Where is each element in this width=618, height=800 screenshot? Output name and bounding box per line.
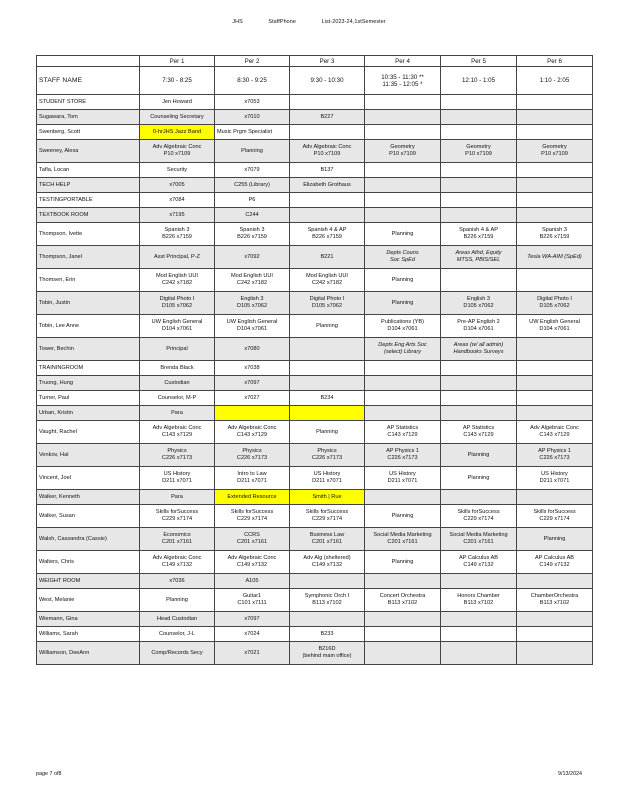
- schedule-cell: Symphonic Orch I B113 x7102: [290, 589, 365, 612]
- schedule-cell: [441, 95, 517, 110]
- schedule-cell: Digital Photo I D105 x7062: [517, 292, 593, 315]
- schedule-cell: [290, 612, 365, 627]
- schedule-cell: [517, 391, 593, 406]
- schedule-cell: Adv Algebraic Conc C143 x7129: [517, 421, 593, 444]
- schedule-cell: [290, 361, 365, 376]
- staff-name: West, Melanie: [37, 589, 140, 612]
- staff-name: Swenberg, Scott: [37, 125, 140, 140]
- schedule-cell: Social Media Marketing C201 x7161: [441, 528, 517, 551]
- table-row: [37, 95, 593, 110]
- schedule-cell: [290, 338, 365, 361]
- table-row: [37, 223, 593, 246]
- table-row: [37, 110, 593, 125]
- period-label: Per 4: [365, 56, 441, 67]
- schedule-cell: Planning: [365, 269, 441, 292]
- schedule-cell: [517, 574, 593, 589]
- schedule-cell: C244: [215, 208, 290, 223]
- schedule-cell: x7097: [215, 612, 290, 627]
- schedule-cell: x7079: [215, 163, 290, 178]
- schedule-cell: [290, 376, 365, 391]
- schedule-cell: AP Physics 1 C226 x7173: [365, 444, 441, 467]
- staff-name: Venkov, Hal: [37, 444, 140, 467]
- schedule-cell: Head Custodian: [140, 612, 215, 627]
- schedule-cell: US History D211 x7071: [365, 467, 441, 490]
- schedule-cell: [517, 269, 593, 292]
- document-title: StaffPhone: [268, 19, 296, 25]
- schedule-cell: Concert Orchestra B113 x7102: [365, 589, 441, 612]
- table-row: [37, 490, 593, 505]
- schedule-cell: Physics C226 x7173: [140, 444, 215, 467]
- schedule-cell: Skills forSuccess C229 x7174: [441, 505, 517, 528]
- schedule-cell: Adv Algebraic Conc C149 x7132: [140, 551, 215, 574]
- staff-name: TECH HELP: [37, 178, 140, 193]
- schedule-cell: Digital Photo I D105 x7062: [290, 292, 365, 315]
- staff-name: Williamson, DeeAnn: [37, 642, 140, 665]
- staff-name: Vaught, Rachel: [37, 421, 140, 444]
- period-label: Per 6: [517, 56, 593, 67]
- schedule-cell: [365, 125, 441, 140]
- schedule-cell: [290, 208, 365, 223]
- schedule-cell: [365, 612, 441, 627]
- schedule-cell: x7010: [215, 110, 290, 125]
- period-label: Per 1: [140, 56, 215, 67]
- schedule-cell: Planning: [215, 140, 290, 163]
- schedule-cell: P6: [215, 193, 290, 208]
- staff-name: Thomsen, Erin: [37, 269, 140, 292]
- period-label: Per 5: [441, 56, 517, 67]
- schedule-cell: Guitar1 C101 x7111: [215, 589, 290, 612]
- schedule-cell: Mod English UUI C242 x7182: [140, 269, 215, 292]
- list-name: List-2023-24,1stSemester: [321, 19, 386, 25]
- staff-name: Wiemann, Gina: [37, 612, 140, 627]
- schedule-cell: [365, 406, 441, 421]
- staff-name-header: STAFF NAME: [37, 67, 140, 95]
- schedule-cell: [365, 110, 441, 125]
- schedule-cell: Tesla WA-AIM (SpEd): [517, 246, 593, 269]
- schedule-cell: C255 (Library): [215, 178, 290, 193]
- staff-name: Tower, Bechin: [37, 338, 140, 361]
- staff-name: Sugawara, Tom: [37, 110, 140, 125]
- schedule-cell: ChamberOrchestra B113 x7102: [517, 589, 593, 612]
- schedule-cell: x7005: [140, 178, 215, 193]
- schedule-cell: UW English General D104 x7061: [517, 315, 593, 338]
- schedule-cell: [441, 627, 517, 642]
- table-row: [37, 193, 593, 208]
- staff-name: Walters, Chris: [37, 551, 140, 574]
- schedule-cell: [441, 125, 517, 140]
- schedule-cell: x7084: [140, 193, 215, 208]
- table-row: [37, 627, 593, 642]
- schedule-cell: Pre-AP English 2 D104 x7061: [441, 315, 517, 338]
- schedule-cell: Areas (w/ all admin) Handbooks Surveys: [441, 338, 517, 361]
- schedule-cell: [290, 574, 365, 589]
- schedule-cell: [290, 95, 365, 110]
- schedule-cell: [290, 406, 365, 421]
- table-row: [37, 505, 593, 528]
- staff-name: TESTINGPORTABLE: [37, 193, 140, 208]
- schedule-body: [37, 95, 593, 665]
- table-row: [37, 444, 593, 467]
- schedule-cell: [365, 178, 441, 193]
- schedule-cell: Security: [140, 163, 215, 178]
- staff-name: Tobin, Lee Anne: [37, 315, 140, 338]
- schedule-cell: [365, 574, 441, 589]
- schedule-cell: Mod English UUI C242 x7182: [215, 269, 290, 292]
- schedule-cell: Planning: [290, 315, 365, 338]
- schedule-cell: x7021: [215, 642, 290, 665]
- schedule-cell: US History D211 x7071: [140, 467, 215, 490]
- table-row: [37, 338, 593, 361]
- schedule-cell: [517, 208, 593, 223]
- staff-name: Tobin, Justin: [37, 292, 140, 315]
- schedule-cell: Honors Chamber B113 x7102: [441, 589, 517, 612]
- staff-name: Turner, Paul: [37, 391, 140, 406]
- schedule-cell: Depts Couns Soc SpEd: [365, 246, 441, 269]
- schedule-cell: Planning: [517, 528, 593, 551]
- table-row: [37, 574, 593, 589]
- schedule-cell: Para: [140, 490, 215, 505]
- staff-name: Williams, Sarah: [37, 627, 140, 642]
- schedule-cell: Physics C226 x7173: [215, 444, 290, 467]
- staff-name: STUDENT STORE: [37, 95, 140, 110]
- schedule-cell: x7097: [215, 376, 290, 391]
- schedule-cell: Comp/Records Secy: [140, 642, 215, 665]
- schedule-cell: Social Media Marketing C201 x7161: [365, 528, 441, 551]
- schedule-cell: Planning: [140, 589, 215, 612]
- schedule-cell: [365, 163, 441, 178]
- schedule-cell: Jen Howard: [140, 95, 215, 110]
- schedule-cell: Elizabeth Grothaus: [290, 178, 365, 193]
- schedule-cell: Adv Algebraic Conc C143 x7129: [140, 421, 215, 444]
- schedule-cell: x7080: [215, 338, 290, 361]
- schedule-cell: Brenda Black: [140, 361, 215, 376]
- schedule-cell: US History D211 x7071: [517, 467, 593, 490]
- staff-name: Sweeney, Alexa: [37, 140, 140, 163]
- schedule-cell: [441, 178, 517, 193]
- schedule-cell: AP Statistics C143 x7129: [441, 421, 517, 444]
- schedule-cell: [517, 95, 593, 110]
- schedule-cell: [517, 163, 593, 178]
- table-row: [37, 269, 593, 292]
- schedule-cell: Publications (YB) D104 x7061: [365, 315, 441, 338]
- period-time: 10:35 - 11:30 ** 11:35 - 12:05 *: [365, 67, 441, 95]
- page-number: page 7 of8: [36, 771, 62, 777]
- table-row: [37, 467, 593, 490]
- schedule-cell: Planning: [365, 292, 441, 315]
- staff-name: Urban, Kristin: [37, 406, 140, 421]
- table-row: [37, 612, 593, 627]
- table-row: [37, 163, 593, 178]
- schedule-cell: Adv Algebraic Conc C149 x7132: [215, 551, 290, 574]
- schedule-cell: x7092: [215, 246, 290, 269]
- schedule-cell: Extended Resource: [215, 490, 290, 505]
- schedule-cell: Digital Photo I D105 x7062: [140, 292, 215, 315]
- schedule-cell: [517, 193, 593, 208]
- staff-schedule-table: [36, 55, 593, 665]
- schedule-cell: [441, 490, 517, 505]
- table-row: [37, 391, 593, 406]
- schedule-cell: Areas Athd, Equity MTSS, PBIS/SEL: [441, 246, 517, 269]
- schedule-cell: Skills forSuccess C229 x7174: [290, 505, 365, 528]
- schedule-cell: AP Calculus AB C149 x7132: [517, 551, 593, 574]
- schedule-cell: [365, 208, 441, 223]
- table-row: [37, 421, 593, 444]
- schedule-cell: AP Calculus AB C149 x7132: [441, 551, 517, 574]
- schedule-cell: [441, 110, 517, 125]
- schedule-cell: [365, 376, 441, 391]
- table-row: [37, 589, 593, 612]
- schedule-cell: [517, 125, 593, 140]
- schedule-cell: Principal: [140, 338, 215, 361]
- schedule-cell: Skills forSuccess C229 x7174: [517, 505, 593, 528]
- schedule-cell: [365, 193, 441, 208]
- schedule-cell: [441, 269, 517, 292]
- schedule-cell: UW English General D104 x7061: [215, 315, 290, 338]
- schedule-cell: Para: [140, 406, 215, 421]
- schedule-cell: [517, 642, 593, 665]
- schedule-cell: Asst Principal, P-Z: [140, 246, 215, 269]
- period-time: 8:30 - 9:25: [215, 67, 290, 95]
- schedule-cell: Depts Eng Arts Soc (select) Library: [365, 338, 441, 361]
- schedule-cell: Geometry P10 x7109: [517, 140, 593, 163]
- table-row: [37, 315, 593, 338]
- table-row: [37, 376, 593, 391]
- schedule-cell: x7036: [140, 574, 215, 589]
- schedule-cell: Planning: [365, 223, 441, 246]
- period-time: 9:30 - 10:30: [290, 67, 365, 95]
- schedule-cell: [215, 406, 290, 421]
- schedule-cell: Smith | Rue: [290, 490, 365, 505]
- schedule-cell: Custodian: [140, 376, 215, 391]
- schedule-cell: [365, 642, 441, 665]
- schedule-cell: Geometry P10 x7109: [365, 140, 441, 163]
- schedule-cell: Geometry P10 x7109: [441, 140, 517, 163]
- schedule-cell: Intro to Law D211 x7071: [215, 467, 290, 490]
- schedule-cell: Spanish 3 B226 x7159: [517, 223, 593, 246]
- period-time: 1:10 - 2:05: [517, 67, 593, 95]
- table-row: [37, 292, 593, 315]
- staff-name: Walker, Kenneth: [37, 490, 140, 505]
- schedule-cell: Skills forSuccess C229 x7174: [140, 505, 215, 528]
- schedule-cell: x7024: [215, 627, 290, 642]
- schedule-cell: Mod English UUI C242 x7182: [290, 269, 365, 292]
- schedule-cell: [517, 406, 593, 421]
- table-row: [37, 246, 593, 269]
- schedule-cell: Planning: [290, 421, 365, 444]
- schedule-cell: Adv Alg (sheltered) C149 x7132: [290, 551, 365, 574]
- school-name: JHS: [232, 19, 243, 25]
- schedule-cell: B227: [290, 110, 365, 125]
- table-row: [37, 642, 593, 665]
- schedule-cell: 0-hrJHS Jazz Band: [140, 125, 215, 140]
- schedule-cell: [441, 361, 517, 376]
- schedule-cell: English 3 D105 x7062: [215, 292, 290, 315]
- document-header: [0, 19, 618, 25]
- staff-name: Vincent, Joel: [37, 467, 140, 490]
- schedule-cell: A105: [215, 574, 290, 589]
- schedule-cell: Adv Algebraic Conc P10 x7109: [290, 140, 365, 163]
- staff-name: Thompson, Ivette: [37, 223, 140, 246]
- staff-name: Tafla, Locan: [37, 163, 140, 178]
- period-header-row: [37, 56, 593, 67]
- schedule-cell: [517, 627, 593, 642]
- schedule-cell: [517, 338, 593, 361]
- schedule-cell: Music Prgm Specialist: [215, 125, 290, 140]
- schedule-cell: Adv Algebraic Conc C143 x7129: [215, 421, 290, 444]
- schedule-cell: B234: [290, 391, 365, 406]
- schedule-cell: Counseling Secretary: [140, 110, 215, 125]
- schedule-cell: [441, 406, 517, 421]
- schedule-cell: Physics C226 x7173: [290, 444, 365, 467]
- schedule-cell: [365, 627, 441, 642]
- staff-name: TEXTBOOK ROOM: [37, 208, 140, 223]
- schedule-cell: [441, 574, 517, 589]
- schedule-cell: [441, 391, 517, 406]
- schedule-cell: Spanish 4 & AP B226 x7159: [290, 223, 365, 246]
- schedule-cell: UW English General D104 x7061: [140, 315, 215, 338]
- schedule-cell: [365, 361, 441, 376]
- period-time: 7:30 - 8:25: [140, 67, 215, 95]
- schedule-cell: AP Physics 1 C226 x7173: [517, 444, 593, 467]
- schedule-cell: Counselor, M-P: [140, 391, 215, 406]
- schedule-cell: CCRS C201 x7161: [215, 528, 290, 551]
- schedule-cell: B216D (behind main office): [290, 642, 365, 665]
- schedule-cell: [517, 110, 593, 125]
- schedule-cell: B233: [290, 627, 365, 642]
- schedule-cell: AP Statistics C143 x7129: [365, 421, 441, 444]
- schedule-cell: B221: [290, 246, 365, 269]
- schedule-cell: Skills forSuccess C229 x7174: [215, 505, 290, 528]
- schedule-cell: Spanish 4 & AP B226 x7159: [441, 223, 517, 246]
- table-row: [37, 361, 593, 376]
- staff-name: Truong, Hung: [37, 376, 140, 391]
- table-row: [37, 528, 593, 551]
- schedule-cell: x7038: [215, 361, 290, 376]
- schedule-cell: x7195: [140, 208, 215, 223]
- staff-name: TRAININGROOM: [37, 361, 140, 376]
- schedule-cell: Economics C201 x7161: [140, 528, 215, 551]
- schedule-cell: Adv Algebraic Conc P10 x7109: [140, 140, 215, 163]
- schedule-cell: [290, 193, 365, 208]
- schedule-cell: [441, 376, 517, 391]
- schedule-cell: [365, 95, 441, 110]
- table-row: [37, 551, 593, 574]
- table-row: [37, 178, 593, 193]
- time-header-row: [37, 67, 593, 95]
- period-label: Per 3: [290, 56, 365, 67]
- schedule-cell: [290, 125, 365, 140]
- schedule-cell: Counselor, J-L: [140, 627, 215, 642]
- schedule-cell: [441, 193, 517, 208]
- staff-name: Thompson, Janel: [37, 246, 140, 269]
- schedule-cell: [517, 376, 593, 391]
- schedule-cell: [441, 612, 517, 627]
- schedule-cell: [517, 361, 593, 376]
- schedule-cell: [365, 391, 441, 406]
- schedule-cell: Spanish 3 B226 x7159: [215, 223, 290, 246]
- schedule-cell: [365, 490, 441, 505]
- schedule-cell: [517, 178, 593, 193]
- staff-name: WEIGHT ROOM: [37, 574, 140, 589]
- schedule-cell: [441, 208, 517, 223]
- period-time: 12:10 - 1:05: [441, 67, 517, 95]
- table-row: [37, 140, 593, 163]
- schedule-cell: English 3 D105 x7062: [441, 292, 517, 315]
- schedule-cell: x7053: [215, 95, 290, 110]
- staff-name: Walker, Susan: [37, 505, 140, 528]
- header-corner: [37, 56, 140, 67]
- schedule-cell: Planning: [365, 505, 441, 528]
- schedule-cell: Planning: [441, 467, 517, 490]
- period-label: Per 2: [215, 56, 290, 67]
- table-row: [37, 125, 593, 140]
- schedule-cell: Planning: [441, 444, 517, 467]
- schedule-cell: [517, 490, 593, 505]
- schedule-cell: B137: [290, 163, 365, 178]
- print-date: 9/13/2024: [558, 771, 582, 777]
- schedule-cell: US History D211 x7071: [290, 467, 365, 490]
- schedule-cell: Spanish 3 B226 x7159: [140, 223, 215, 246]
- staff-name: Walsh, Cassandra (Cassie): [37, 528, 140, 551]
- schedule-cell: [441, 642, 517, 665]
- schedule-cell: Business Law C201 x7161: [290, 528, 365, 551]
- schedule-cell: [441, 163, 517, 178]
- table-row: [37, 406, 593, 421]
- schedule-cell: [517, 612, 593, 627]
- table-row: [37, 208, 593, 223]
- schedule-cell: Planning: [365, 551, 441, 574]
- schedule-cell: x7027: [215, 391, 290, 406]
